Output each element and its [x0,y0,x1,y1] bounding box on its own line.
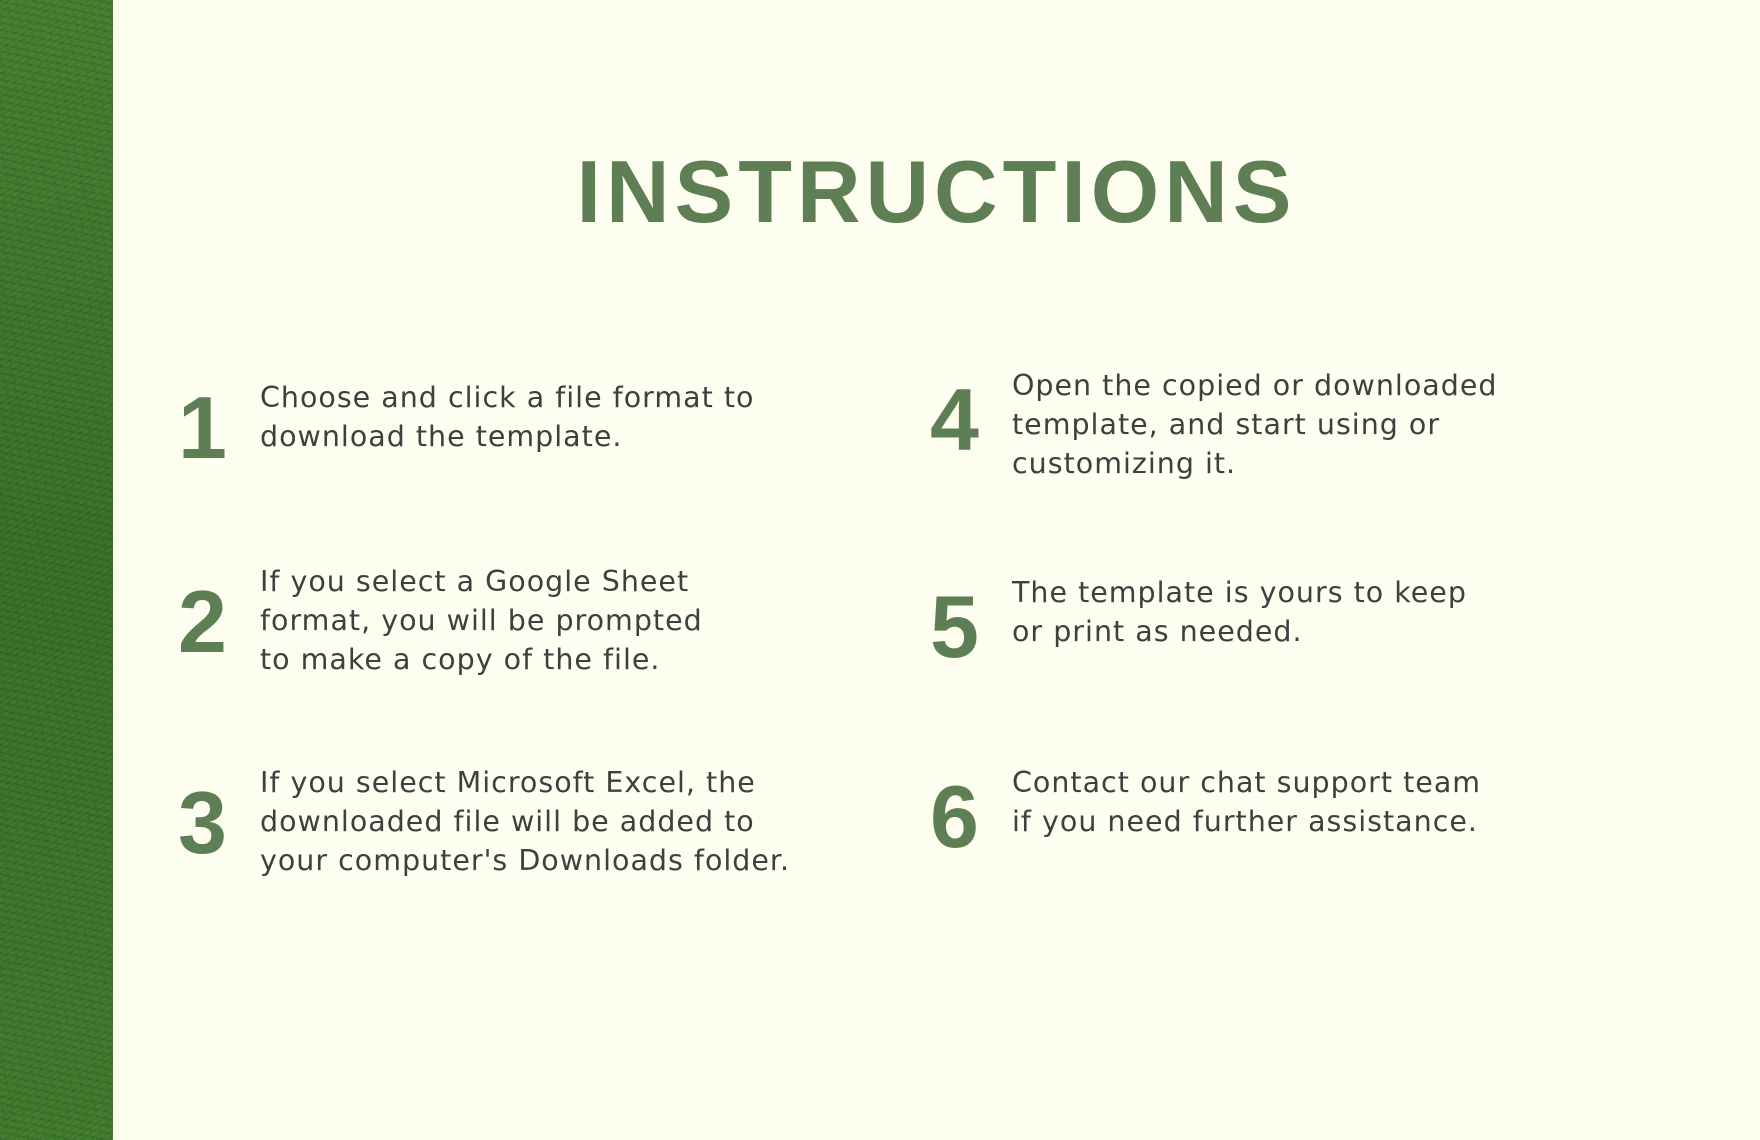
step-text-line: customizing it. [1012,447,1237,480]
decorative-side-strip [0,0,113,1140]
step-text-line: The template is yours to keep [1012,576,1467,609]
step-text-line: or print as needed. [1012,615,1303,648]
step-number: 1 [178,378,227,477]
step-text-line: if you need further assistance. [1012,805,1478,838]
step-text-line: template, and start using or [1012,408,1441,441]
step-text-line: your computer's Downloads folder. [260,844,791,877]
step-text-line: downloaded file will be added to [260,805,755,838]
step-text [260,562,703,679]
step-text-line: If you select a Google Sheet [260,565,690,598]
step-text [260,378,754,456]
step-text-line: format, you will be prompted [260,604,703,637]
step-text-line: download the template. [260,420,623,453]
step-text-line: to make a copy of the file. [260,643,661,676]
step-number: 4 [930,370,979,469]
step-text [1012,573,1467,651]
step-text [1012,763,1481,841]
page-title: INSTRUCTIONS [576,142,1297,241]
step-text-line: Open the copied or downloaded [1012,369,1498,402]
step-text [260,763,790,880]
step-number: 6 [930,767,979,866]
step-text-line: Choose and click a file format to [260,381,755,414]
step-text-line: If you select Microsoft Excel, the [260,766,756,799]
step-number: 2 [178,572,227,671]
step-text [1012,366,1497,483]
step-number: 5 [930,577,979,676]
step-text-line: Contact our chat support team [1012,766,1482,799]
step-number: 3 [178,773,227,872]
